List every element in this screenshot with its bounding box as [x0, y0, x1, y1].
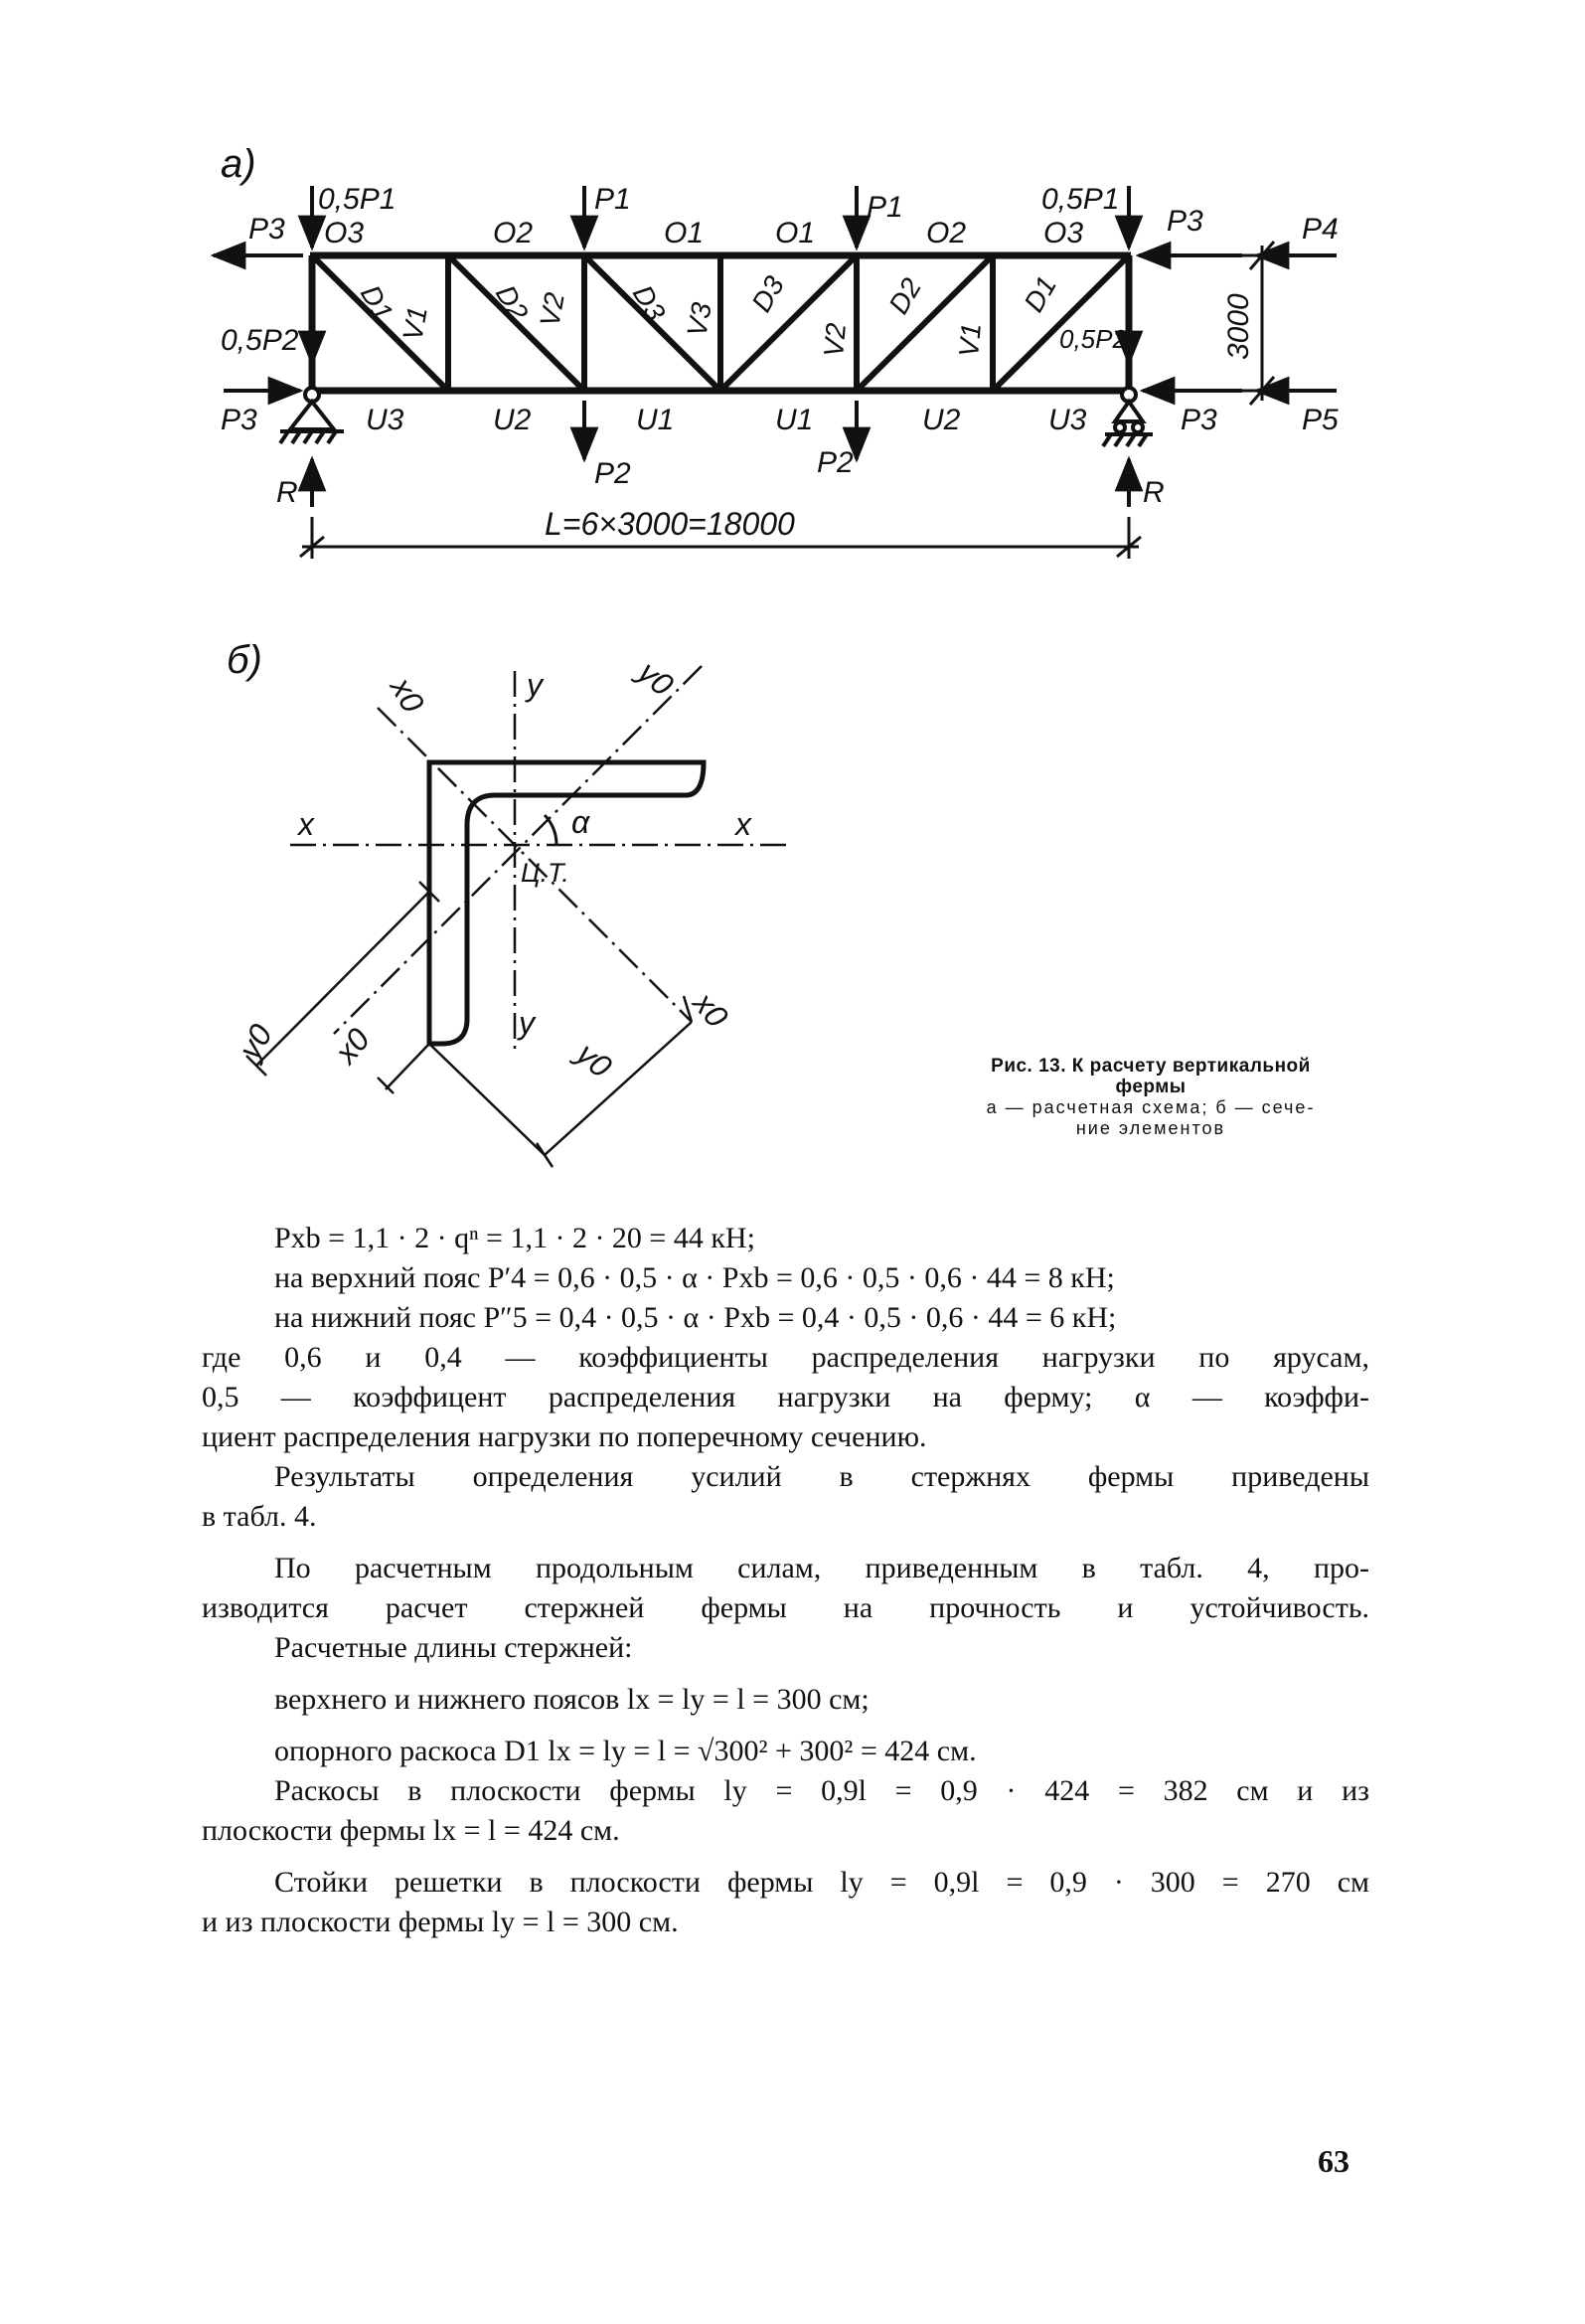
label-x-left: x: [298, 806, 314, 842]
roller-support-right: [1103, 388, 1153, 446]
label-y-bottom: y: [519, 1005, 535, 1041]
label-d1-left: D1: [354, 279, 399, 327]
label-p5: P5: [1302, 404, 1339, 436]
formula-pxb: Pxb = 1,1 · 2 · qⁿ = 1,1 · 2 · 20 = 44 кН;: [274, 1222, 755, 1254]
para3-line2: изводится расчет стержней фермы на прочность и устойчивость.: [202, 1591, 1369, 1624]
label-y0-bottom: y0: [569, 1035, 619, 1085]
panel-label-b: б): [227, 638, 262, 682]
label-d2-left: D2: [489, 279, 535, 327]
para4: Расчетные длины стержней:: [274, 1631, 633, 1664]
para8-line1: Стойки решетки в плоскости фермы ly = 0,9l = 0,9 · 300 = 270 см: [274, 1866, 1369, 1899]
label-half-p2-left: 0,5P2: [221, 324, 299, 357]
label-o1-right: O1: [775, 217, 816, 249]
caption-title-line1: Рис. 13. К расчету вертикальной: [991, 1056, 1311, 1077]
label-r-right: R: [1143, 476, 1165, 509]
figure-caption: [932, 1056, 1369, 1139]
caption-text-line2: ние элементов: [1075, 1118, 1226, 1138]
para7-line2: плоскости фермы lx = l = 424 см.: [202, 1814, 620, 1847]
label-u3-right: U3: [1048, 404, 1087, 436]
label-y0-top: y0: [631, 653, 681, 704]
para6: опорного раскоса D1 lx = ly = l = √300² + 300² = 424 см.: [274, 1735, 977, 1767]
label-p2-left: P2: [594, 457, 631, 490]
label-u2-right: U2: [922, 404, 961, 436]
label-x0-top: x0: [383, 671, 432, 719]
label-d1-right: D1: [1018, 270, 1063, 317]
label-v2-left: V2: [534, 289, 570, 330]
caption-title-line2: фермы: [1115, 1077, 1187, 1097]
label-p1-left: P1: [594, 183, 631, 216]
label-p1-right: P1: [867, 191, 903, 224]
label-d2-right: D2: [882, 272, 928, 319]
label-p3-top-left: P3: [248, 213, 285, 246]
label-p2-right: P2: [817, 446, 854, 479]
label-x0-left: x0: [327, 1021, 378, 1071]
label-o2-right: O2: [926, 217, 967, 249]
label-u1-left: U1: [636, 404, 675, 436]
para1-line1: где 0,6 и 0,4 — коэффициенты распределения нагрузки по ярусам,: [202, 1341, 1369, 1374]
label-u2-left: U2: [493, 404, 532, 436]
label-half-p2-right: 0,5P2: [1059, 324, 1127, 354]
label-x0-right: x0: [686, 985, 735, 1035]
label-d3-left: D3: [626, 279, 672, 327]
para2-line1: Результаты определения усилий в стержнях фермы приведены: [274, 1460, 1369, 1493]
para7-line1: Раскосы в плоскости фермы ly = 0,9l = 0,9 · 424 = 382 см и из: [274, 1774, 1369, 1807]
label-p4: P4: [1302, 213, 1339, 246]
pin-support-left: [280, 388, 344, 443]
para8-line2: и из плоскости фермы ly = l = 300 см.: [202, 1906, 679, 1938]
axis-y0: [334, 666, 702, 1034]
formula-bottom-chord: на нижний пояс P″5 = 0,4 · 0,5 · α · Pxb = 0,4 · 0,5 · 0,6 · 44 = 6 кН;: [274, 1301, 1117, 1334]
label-centroid: Ц.Т.: [521, 858, 569, 888]
label-y0-left: y0: [231, 1018, 279, 1066]
para1-line3: циент распределения нагрузки по поперечному сечению.: [202, 1420, 927, 1453]
label-alpha: α: [571, 804, 590, 840]
label-o3-right: O3: [1043, 217, 1084, 249]
para2-line2: в табл. 4.: [202, 1500, 317, 1533]
diagonal-d1-right: [993, 255, 1129, 391]
formula-top-chord: на верхний пояс P′4 = 0,6 · 0,5 · α · Pxb = 0,6 · 0,5 · 0,6 · 44 = 8 кН;: [274, 1261, 1115, 1294]
panel-label-a: а): [221, 142, 256, 186]
label-half-p1-left: 0,5P1: [318, 183, 396, 216]
label-x-right: x: [735, 806, 751, 842]
truss-diagram: [0, 0, 1585, 596]
caption-text-line1: а — расчетная схема; б — сече-: [986, 1097, 1316, 1117]
label-v1-right: V1: [953, 321, 987, 359]
label-v3: V3: [681, 299, 717, 340]
label-d3-right: D3: [745, 270, 791, 317]
label-height-3000: 3000: [1222, 293, 1255, 360]
label-u3-left: U3: [366, 404, 404, 436]
page-number: 63: [1318, 2143, 1349, 2179]
label-y-top: y: [527, 667, 543, 703]
label-u1-right: U1: [775, 404, 814, 436]
label-o3-left: O3: [324, 217, 365, 249]
label-half-p1-right: 0,5P1: [1041, 183, 1120, 216]
para1-line2: 0,5 — коэффицент распределения нагрузки на ферму; α — коэффи-: [202, 1381, 1369, 1413]
para5: верхнего и нижнего поясов lx = ly = l = 300 см;: [274, 1683, 870, 1716]
label-span: L=6×3000=18000: [545, 506, 795, 542]
label-o1-left: O1: [664, 217, 705, 249]
diagonal-d3-right: [720, 255, 857, 391]
label-p3-bottom-right: P3: [1181, 404, 1217, 436]
label-p3-bottom-left: P3: [221, 404, 257, 436]
label-r-left: R: [276, 476, 298, 509]
body-text: [202, 1219, 1369, 1942]
angle-profile: [429, 762, 704, 1044]
label-o2-left: O2: [493, 217, 534, 249]
diagonal-d2-right: [857, 255, 993, 391]
label-v2-right: V2: [818, 321, 852, 359]
label-p3-top-right: P3: [1167, 205, 1203, 238]
para3-line1: По расчетным продольным силам, приведенным в табл. 4, про-: [274, 1552, 1369, 1584]
label-v1-left: V1: [396, 303, 433, 344]
